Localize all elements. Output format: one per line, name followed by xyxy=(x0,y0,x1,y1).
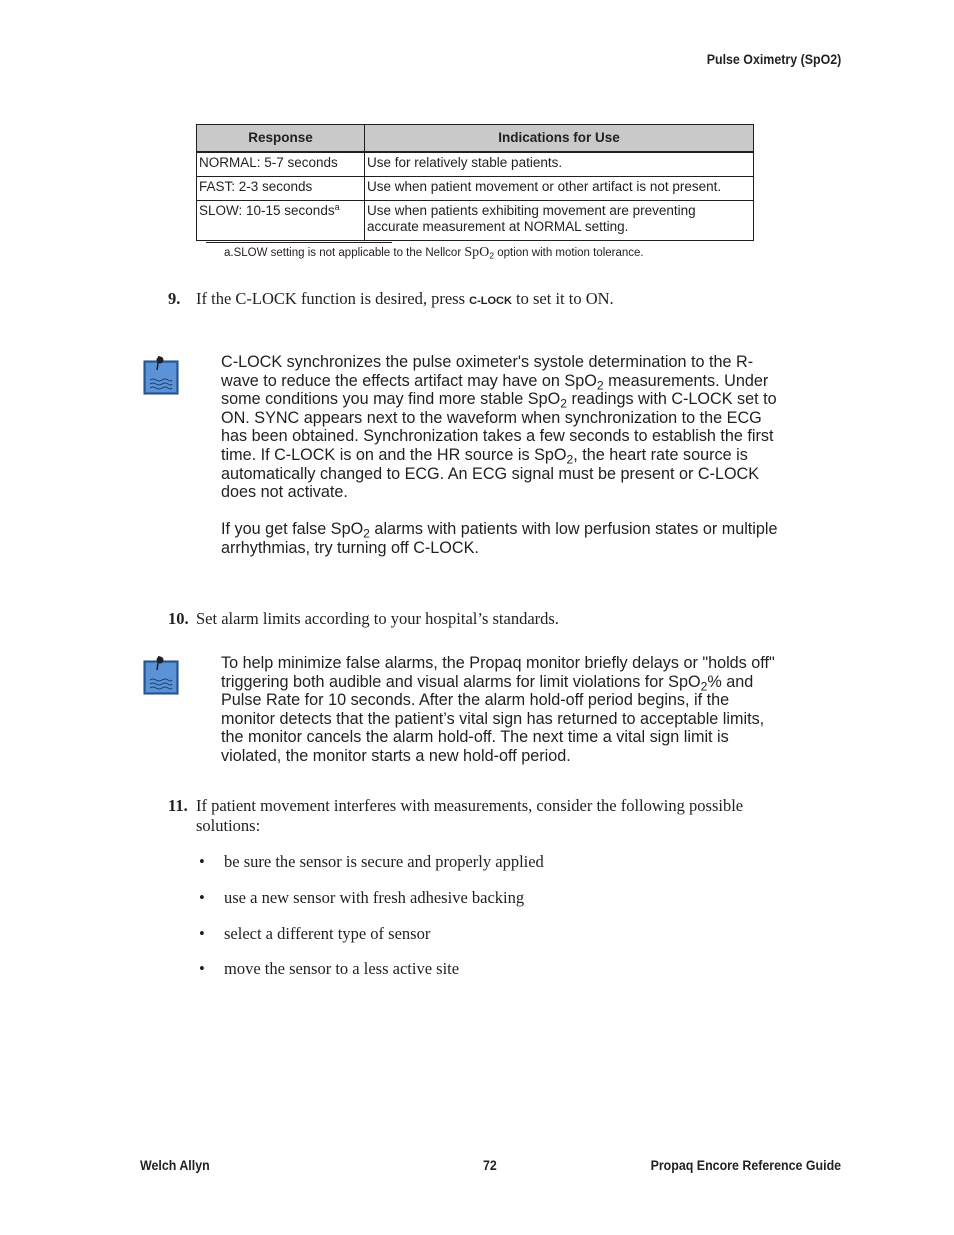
note-text: Pulse Rate for 10 seconds. After the alarm hold-off period begins, if the xyxy=(221,691,730,710)
table-row xyxy=(197,152,754,177)
note-text: monitor detects that the patient’s vital sign has returned to acceptable limits, xyxy=(221,709,765,728)
bullet-symbol: • xyxy=(199,852,205,871)
footer-company: Welch Allyn xyxy=(140,1158,210,1173)
subscript: 2 xyxy=(566,452,574,467)
table-row xyxy=(197,201,754,241)
note-text: triggering both audible and visual alarms for limit violations for SpO xyxy=(221,672,701,691)
table-row xyxy=(197,177,754,201)
running-header-title: Pulse Oximetry (SpO2) xyxy=(706,52,841,67)
step-10 xyxy=(168,609,838,629)
table-header-row xyxy=(197,125,754,153)
step-number: 10. xyxy=(168,609,189,628)
subscript: 2 xyxy=(363,526,370,541)
note-text: To help minimize false alarms, the Propaq monitor briefly delays or "holds off" xyxy=(221,654,775,672)
table-cell-response: FAST: 2-3 seconds xyxy=(197,177,365,201)
response-text: SLOW: 10-15 seconds xyxy=(199,203,335,218)
note-text: does not activate. xyxy=(221,483,348,502)
note-text: the monitor cancels the alarm hold-off. The next time a vital sign limit is xyxy=(221,728,729,747)
step-text-part: to set it to ON. xyxy=(511,289,614,308)
step-text-part: solutions: xyxy=(196,816,261,835)
note-pad-pushpin-icon xyxy=(141,354,181,398)
indication-line: Use when patients exhibiting movement are preventing xyxy=(367,203,696,218)
footnote-text: option with motion tolerance. xyxy=(494,247,644,259)
footnote-spo: SpO xyxy=(464,245,490,260)
footer-page-number: 72 xyxy=(483,1158,497,1173)
note-text: alarms with patients with low perfusion states or multiple xyxy=(369,520,778,539)
footer-guide-title: Propaq Encore Reference Guide xyxy=(650,1158,841,1173)
step-text-part: If patient movement interferes with measurements, consider the following possible xyxy=(196,796,744,815)
note-text: has been obtained. Synchronization takes a few seconds to establish the first xyxy=(221,427,774,446)
note-text: arrhythmias, try turning off C-LOCK. xyxy=(221,538,479,557)
note-text: , the heart rate source is xyxy=(573,445,748,464)
bullet-text: use a new sensor with fresh adhesive backing xyxy=(224,888,525,907)
step-number: 11. xyxy=(168,796,188,815)
bullet-symbol: • xyxy=(199,924,205,943)
note-text: time. If C-LOCK is on and the HR source is SpO xyxy=(221,445,567,464)
note-pad-pushpin-icon xyxy=(141,654,181,698)
footnote-rule xyxy=(206,242,392,243)
step-text: Set alarm limits according to your hospital’s standards. xyxy=(196,609,559,628)
column-header-response: Response xyxy=(197,125,365,153)
note-text: readings with C-LOCK set to xyxy=(566,390,777,409)
note-paragraph xyxy=(221,654,831,766)
note-c-lock xyxy=(221,353,821,558)
note-text: measurements. Under xyxy=(603,371,769,390)
table-cell-indication: Use when patient movement or other artifact is not present. xyxy=(365,177,754,201)
note-alarm-hold-off xyxy=(221,654,831,766)
footnote-mark: a xyxy=(334,202,340,212)
note-text: C-LOCK synchronizes the pulse oximeter's systole determination to the R- xyxy=(221,353,754,371)
bullet-symbol: • xyxy=(199,888,205,907)
note-text: some conditions you may find more stable SpO xyxy=(221,390,561,409)
table-cell-response xyxy=(197,201,365,241)
note-text: wave to reduce the effects artifact may have on SpO xyxy=(221,371,597,390)
step-text xyxy=(196,796,836,836)
bullet-text: select a different type of sensor xyxy=(224,924,431,943)
response-table xyxy=(196,124,754,241)
subscript: 2 xyxy=(560,396,567,411)
note-text: % and xyxy=(707,672,754,691)
table-cell-response: NORMAL: 5-7 seconds xyxy=(197,152,365,177)
note-text: ON. SYNC appears next to the waveform when synchronization to the ECG xyxy=(221,408,762,427)
bullet-text: move the sensor to a less active site xyxy=(224,959,460,978)
table-cell-indication xyxy=(365,201,754,241)
step-number: 9. xyxy=(168,289,181,308)
note-text: If you get false SpO xyxy=(221,520,364,539)
bullet-text: be sure the sensor is secure and properly applied xyxy=(224,852,544,871)
step-text-part: If the C-LOCK function is desired, press xyxy=(196,289,470,308)
table-cell-indication: Use for relatively stable patients. xyxy=(365,152,754,177)
note-text: automatically changed to ECG. An ECG signal must be present or C-LOCK xyxy=(221,464,760,483)
step-11 xyxy=(168,796,838,836)
indication-line: accurate measurement at NORMAL setting. xyxy=(367,219,629,234)
column-header-indications: Indications for Use xyxy=(365,125,754,153)
step-9 xyxy=(168,289,838,309)
table-footnote xyxy=(224,245,644,261)
subscript: 2 xyxy=(700,679,708,694)
step-text xyxy=(196,289,836,311)
note-paragraph xyxy=(221,353,821,502)
footnote-text: a.SLOW setting is not applicable to the Nellcor xyxy=(224,247,465,259)
c-lock-key: C-LOCK xyxy=(469,295,512,307)
note-paragraph xyxy=(221,520,821,557)
subscript: 2 xyxy=(596,378,604,393)
footnote-sub: 2 xyxy=(489,250,495,261)
note-text: violated, the monitor starts a new hold-off period. xyxy=(221,746,571,765)
bullet-symbol: • xyxy=(199,959,205,978)
